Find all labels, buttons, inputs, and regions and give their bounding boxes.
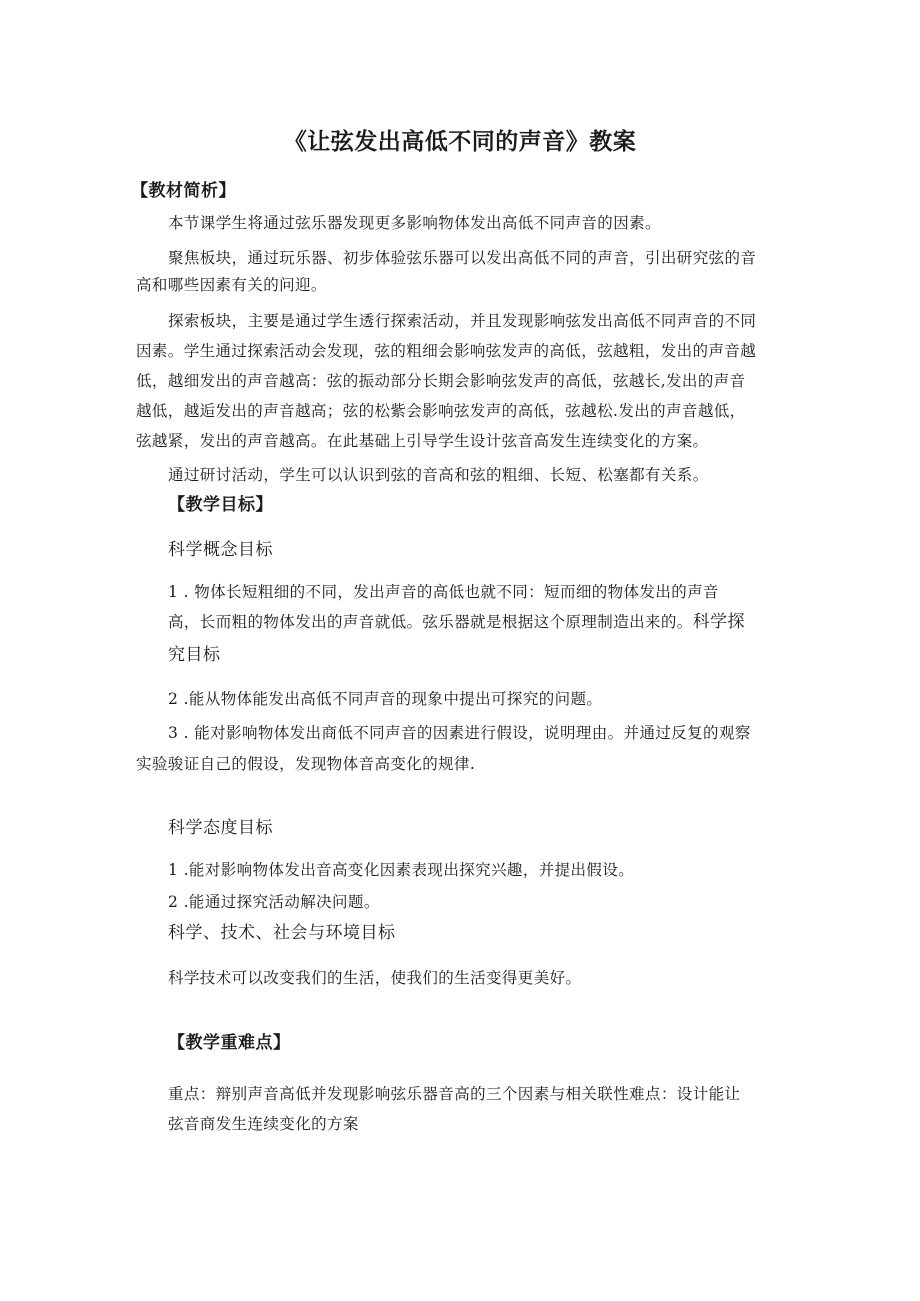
paragraph-line: 聚焦板块，通过玩乐器、初步体验弦乐器可以发出高低不同的声音，引出研究弦的音 xyxy=(168,249,757,267)
paragraph-line: 本节课学生将通过弦乐器发现更多影响物体发出高低不同声音的因素。 xyxy=(168,214,661,232)
subheading-society: 科学、技术、社会与环境目标 xyxy=(168,923,396,943)
objective-item xyxy=(168,609,745,635)
objective-item-text: 高，长而粗的物体发出的声音就低。弦乐器就是根据这个原理制造出来的。 xyxy=(168,613,693,631)
subheading-attitude: 科学态度目标 xyxy=(168,818,273,838)
objective-item: 1 .能对影响物体发出音高变化因素表现出探究兴趣，并提出假设。 xyxy=(168,861,635,879)
objective-item: 实验骏证自己的假设，发现物体音高变化的规律. xyxy=(136,755,476,773)
paragraph-line: 弦越紧，发出的声音越高。在此基础上引导学生设计弦音高发生连续变化的方案。 xyxy=(136,432,709,450)
objective-text: 科学技术可以改变我们的生活，使我们的生活变得更美好。 xyxy=(168,969,582,987)
section-heading-keypoints: 【教学重难点】 xyxy=(168,1033,291,1053)
subheading-inquiry: 科学探 xyxy=(692,612,745,632)
objective-item: 1 . 物体长短粗细的不同，发出声音的高低也就不同：短而细的物体发出的声音 xyxy=(168,583,719,601)
subheading-concept: 科学概念目标 xyxy=(168,540,273,560)
paragraph-line: 因素。学生通过探索活动会发现，弦的粗细会影响弦发声的高低，弦越粗，发出的声音越 xyxy=(136,342,757,360)
objective-item: 3 . 能对影响物体发出商低不同声音的因素进行假设，说明理由。并通过反复的观察 xyxy=(168,724,751,742)
paragraph-line: 越低，越逅发出的声音越高；弦的松紫会影响弦发声的高低，弦越松.发出的声音越低， xyxy=(136,402,746,420)
objective-item: 2 .能通过探究活动解决问题。 xyxy=(168,893,380,911)
section-heading-materials: 【教材简析】 xyxy=(131,181,236,201)
paragraph-line: 探索板块，主要是通过学生透行探索活动，并且发现影响弦发出高低不同声音的不同 xyxy=(168,312,757,330)
paragraph-line: 低，越细发出的声音越高：弦的振动部分长期会影响弦发声的高低，弦越长,发出的声音 xyxy=(136,372,746,390)
section-heading-objectives: 【教学目标】 xyxy=(168,495,273,515)
page-title: 《让弦发出高低不同的声音》教案 xyxy=(283,129,637,155)
paragraph-line: 通过研讨活动，学生可以认识到弦的音高和弦的粗细、长短、松塞都有关系。 xyxy=(168,466,709,484)
objective-item: 2 .能从物体能发出高低不同声音的现象中提出可探究的问题。 xyxy=(168,690,603,708)
keypoints-text: 弦音商发生连续变化的方案 xyxy=(168,1115,359,1133)
subheading-inquiry-cont: 究目标 xyxy=(168,645,221,665)
paragraph-line: 高和哪些因素有关的问迎。 xyxy=(136,276,327,294)
keypoints-text: 重点：辩别声音高低并发现影响弦乐器音高的三个因素与相关联性难点：设计能让 xyxy=(168,1085,741,1103)
